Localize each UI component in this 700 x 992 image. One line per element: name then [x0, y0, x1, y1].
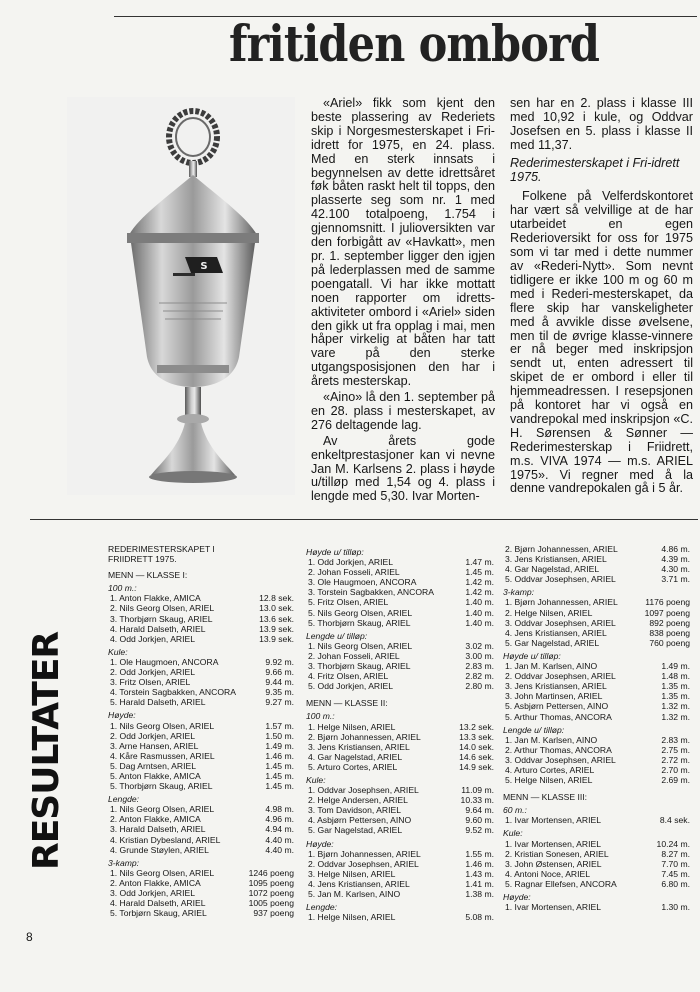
athlete-name: 4. Fritz Olsen, ARIEL	[308, 671, 389, 682]
result-value: 2.80 m.	[465, 681, 494, 692]
event-heading: Kule:	[306, 774, 326, 785]
result-value: 1.32 m.	[661, 701, 690, 712]
athlete-name: 4. Kåre Rasmussen, ARIEL	[110, 750, 215, 761]
result-value: 13.0 sek.	[259, 603, 294, 614]
athlete-name: 5. Ragnar Ellefsen, ANCORA	[505, 878, 617, 889]
result-value: 1.45 m.	[465, 567, 494, 578]
result-value: 1.48 m.	[661, 671, 690, 682]
event-heading: Høyde:	[108, 710, 136, 721]
result-row	[503, 755, 690, 765]
athlete-name: 2. Helge Andersen, ARIEL	[308, 795, 408, 806]
athlete-name: 3. Thorbjørn Skaug, ARIEL	[110, 613, 213, 624]
result-value: 13.3 sek.	[459, 731, 494, 742]
event-heading: 3-kamp:	[108, 857, 140, 868]
athlete-name: 1. Nils Georg Olsen, ARIEL	[308, 640, 413, 651]
athlete-name: 3. Jens Kristiansen, ARIEL	[505, 681, 607, 692]
athlete-name: 3. Harald Dalseth, ARIEL	[110, 824, 206, 835]
athlete-name: 1. Ivar Mortensen, ARIEL	[505, 902, 602, 913]
result-value: 12.8 sek.	[259, 593, 294, 604]
event-heading: Høyde:	[306, 838, 334, 849]
athlete-name: 5. Gar Nagelstad, ARIEL	[308, 825, 403, 836]
result-row	[503, 701, 690, 711]
athlete-name: 5. Nils Georg Olsen, ARIEL	[308, 607, 413, 618]
athlete-name: 2. Anton Flakke, AMICA	[110, 877, 201, 888]
result-row	[108, 634, 294, 644]
result-row	[503, 869, 690, 879]
event-heading: 100 m.:	[306, 711, 335, 722]
athlete-name: 3. Jens Kristiansen, ARIEL	[308, 741, 410, 752]
result-value: 9.44 m.	[265, 677, 294, 688]
result-value: 1.50 m.	[265, 730, 294, 741]
athlete-name: 5. Harald Dalseth, ARIEL	[110, 697, 206, 708]
result-value: 4.40 m.	[265, 834, 294, 845]
result-value: 13.2 sek.	[459, 721, 494, 732]
result-value: 1.45 m.	[265, 781, 294, 792]
athlete-name: 1. Helge Nilsen, ARIEL	[308, 912, 396, 923]
result-value: 1.41 m.	[465, 878, 494, 889]
result-row	[503, 574, 690, 584]
result-row	[306, 661, 494, 671]
athlete-name: 5. Helge Nilsen, ARIEL	[505, 775, 593, 786]
result-value: 1.57 m.	[265, 720, 294, 731]
result-value: 838 poeng	[649, 627, 690, 638]
athlete-name: 4. Jens Kristiansen, ARIEL	[308, 878, 410, 889]
result-row	[108, 731, 294, 741]
result-value: 1176 poeng	[645, 597, 690, 608]
result-row	[503, 712, 690, 722]
result-value: 1.47 m.	[465, 557, 494, 568]
results-column-1	[108, 544, 294, 918]
athlete-name: 4. Gar Nagelstad, ARIEL	[308, 751, 403, 762]
result-row	[306, 641, 494, 651]
athlete-name: 1. Nils Georg Olsen, ARIEL	[110, 720, 215, 731]
result-row	[503, 735, 690, 745]
result-row	[108, 687, 294, 697]
result-value: 9.27 m.	[265, 697, 294, 708]
result-value: 5.08 m.	[465, 912, 494, 923]
result-row	[503, 628, 690, 638]
athlete-name: 1. Bjørn Johannessen, ARIEL	[308, 848, 421, 859]
result-value: 4.94 m.	[265, 824, 294, 835]
athlete-name: 2. Oddvar Josephsen, ARIEL	[505, 671, 616, 682]
result-row	[503, 681, 690, 691]
result-row	[108, 614, 294, 624]
event-heading: Lengde u/ tilløp:	[306, 630, 368, 641]
result-row	[306, 859, 494, 869]
article-paragraph: Av årets gode enkeltprestasjoner kan vi nevne Jan M. Karlsens 2. plass i høyde u/tilløp med 1,54 og 4. plass i lengde med 5,30. Ivar Morten-	[311, 433, 495, 504]
event-heading: 60 m.:	[503, 805, 527, 816]
result-value: 2.82 m.	[465, 671, 494, 682]
class-heading: MENN — KLASSE I:	[108, 570, 188, 581]
result-value: 1.49 m.	[265, 740, 294, 751]
result-value: 9.92 m.	[265, 656, 294, 667]
result-value: 1.30 m.	[661, 902, 690, 913]
athlete-name: 1. Nils Georg Olsen, ARIEL	[110, 867, 215, 878]
result-row	[108, 624, 294, 634]
result-row	[306, 732, 494, 742]
athlete-name: 4. Arturo Cortes, ARIEL	[505, 764, 595, 775]
athlete-name: 5. Oddvar Josephsen, ARIEL	[505, 574, 616, 585]
athlete-name: 1. Oddvar Josephsen, ARIEL	[308, 785, 419, 796]
athlete-name: 4. Jens Kristiansen, ARIEL	[505, 627, 607, 638]
athlete-name: 5. Asbjørn Pettersen, AINO	[505, 701, 609, 712]
athlete-name: 3. Oddvar Josephsen, ARIEL	[505, 617, 616, 628]
page-headline: fritiden ombord	[229, 14, 600, 73]
athlete-name: 4. Asbjørn Pettersen, AINO	[308, 815, 412, 826]
athlete-name: 2. Johan Fosseli, ARIEL	[308, 567, 400, 578]
result-row	[503, 849, 690, 859]
result-value: 1.35 m.	[661, 691, 690, 702]
result-value: 1095 poeng	[248, 877, 294, 888]
result-value: 2.72 m.	[661, 754, 690, 765]
result-row	[306, 671, 494, 681]
result-row	[503, 839, 690, 849]
result-row	[306, 815, 494, 825]
result-value: 3.00 m.	[465, 650, 494, 661]
result-value: 2.83 m.	[465, 661, 494, 672]
athlete-name: 1. Bjørn Johannessen, ARIEL	[505, 597, 618, 608]
athlete-name: 1. Helge Nilsen, ARIEL	[308, 721, 396, 732]
result-row	[306, 567, 494, 577]
athlete-name: 4. Kristian Dybesland, ARIEL	[110, 834, 221, 845]
class-heading: MENN — KLASSE III:	[503, 792, 588, 803]
result-row	[503, 597, 690, 607]
event-heading: 3-kamp:	[503, 587, 535, 598]
athlete-name: 2. Bjørn Johannessen, ARIEL	[505, 544, 618, 554]
athlete-name: 1. Jan M. Karlsen, AINO	[505, 661, 598, 672]
athlete-name: 1. Odd Jorkjen, ARIEL	[308, 557, 394, 568]
athlete-name: 3. John Østensen, ARIEL	[505, 858, 602, 869]
result-value: 937 poeng	[253, 908, 294, 919]
result-row	[306, 618, 494, 628]
athlete-name: 5. Arturo Cortes, ARIEL	[308, 761, 398, 772]
result-value: 10.24 m.	[656, 838, 690, 849]
result-row	[503, 671, 690, 681]
athlete-name: 5. Thorbjørn Skaug, ARIEL	[308, 617, 411, 628]
result-row	[108, 741, 294, 751]
result-row	[306, 608, 494, 618]
result-value: 1.32 m.	[661, 711, 690, 722]
result-row	[108, 888, 294, 898]
event-heading: Kule:	[108, 646, 128, 657]
result-value: 14.9 sek.	[459, 761, 494, 772]
athlete-name: 3. Thorbjørn Skaug, ARIEL	[308, 661, 411, 672]
result-value: 14.6 sek.	[459, 751, 494, 762]
result-value: 2.83 m.	[661, 734, 690, 745]
event-heading: Kule:	[503, 828, 523, 839]
result-value: 1.40 m.	[465, 597, 494, 608]
event-heading: Høyde u/ tilløp:	[503, 650, 561, 661]
athlete-name: 4. Gar Nagelstad, ARIEL	[505, 564, 600, 575]
result-row	[503, 765, 690, 775]
result-row	[108, 603, 294, 613]
result-value: 14.0 sek.	[459, 741, 494, 752]
results-column-3	[503, 544, 690, 912]
result-value: 9.35 m.	[265, 687, 294, 698]
result-value: 4.86 m.	[661, 544, 690, 554]
athlete-name: 5. Anton Flakke, AMICA	[110, 770, 201, 781]
result-value: 1.35 m.	[661, 681, 690, 692]
result-value: 6.80 m.	[661, 878, 690, 889]
result-value: 7.70 m.	[661, 858, 690, 869]
result-row	[108, 878, 294, 888]
result-value: 1.46 m.	[265, 750, 294, 761]
athlete-name: 5. Thorbjørn Skaug, ARIEL	[110, 781, 213, 792]
athlete-name: 2. Anton Flakke, AMICA	[110, 814, 201, 825]
athlete-name: 3. Fritz Olsen, ARIEL	[110, 677, 191, 688]
result-row	[306, 869, 494, 879]
athlete-name: 5. Gar Nagelstad, ARIEL	[505, 637, 600, 648]
result-row	[108, 781, 294, 791]
article-column-2	[510, 97, 693, 498]
athlete-name: 1. Ivar Mortensen, ARIEL	[505, 838, 602, 849]
event-heading: Lengde u/ tilløp:	[503, 724, 565, 735]
result-row	[108, 804, 294, 814]
athlete-name: 5. Torbjørn Skaug, ARIEL	[110, 908, 207, 919]
result-value: 1246 poeng	[248, 867, 294, 878]
results-title: REDERIMESTERSKAPET I	[108, 544, 215, 554]
result-value: 11.09 m.	[461, 785, 494, 796]
result-value: 1.49 m.	[661, 661, 690, 672]
result-value: 1.42 m.	[465, 577, 494, 588]
badge-letter: S	[200, 261, 208, 272]
athlete-name: 1. Anton Flakke, AMICA	[110, 593, 201, 604]
result-row	[503, 608, 690, 618]
page-number: 8	[26, 930, 33, 944]
result-value: 9.52 m.	[465, 825, 494, 836]
athlete-name: 3. Odd Jorkjen, ARIEL	[110, 888, 196, 898]
athlete-name: 4. Odd Jorkjen, ARIEL	[110, 633, 196, 644]
result-row	[503, 745, 690, 755]
article-paragraph: «Aino» lå den 1. september på en 28. plass i mesterskapet, av 276 deltagende lag.	[311, 390, 495, 432]
athlete-name: 5. Arthur Thomas, ANCORA	[505, 711, 612, 722]
result-row	[306, 805, 494, 815]
result-row	[306, 762, 494, 772]
result-value: 4.96 m.	[265, 814, 294, 825]
result-value: 13.9 sek.	[259, 633, 294, 644]
result-row	[108, 751, 294, 761]
athlete-name: 3. Helge Nilsen, ARIEL	[308, 868, 396, 879]
article-paragraph: sen har en 2. plass i klasse III med 10,92 i kule, og Oddvar Josefsen en 5. plass i klasse II med 11,37.	[510, 96, 693, 152]
athlete-name: 5. Fritz Olsen, ARIEL	[308, 597, 389, 608]
athlete-name: 3. Oddvar Josephsen, ARIEL	[505, 754, 616, 765]
result-row	[503, 554, 690, 564]
result-row	[503, 815, 690, 825]
result-value: 4.98 m.	[265, 804, 294, 815]
result-row	[306, 825, 494, 835]
result-row	[108, 721, 294, 731]
result-value: 760 poeng	[649, 637, 690, 648]
result-row	[503, 775, 690, 785]
result-value: 10.33 m.	[460, 795, 494, 806]
athlete-name: 3. Ole Haugmoen, ANCORA	[308, 577, 417, 588]
result-row	[108, 677, 294, 687]
result-value: 8.4 sek.	[659, 815, 690, 826]
result-row	[503, 902, 690, 912]
result-row	[306, 557, 494, 567]
result-value: 7.45 m.	[661, 868, 690, 879]
athlete-name: 5. Dag Arntsen, ARIEL	[110, 760, 196, 771]
result-row	[306, 597, 494, 607]
result-row	[108, 908, 294, 918]
athlete-name: 5. Jan M. Karlsen, AINO	[308, 889, 401, 899]
result-row	[306, 681, 494, 691]
result-value: 3.71 m.	[661, 574, 690, 585]
result-row	[503, 638, 690, 648]
athlete-name: 1. Jan M. Karlsen, AINO	[505, 734, 598, 745]
results-column-2	[306, 544, 494, 922]
result-row	[108, 697, 294, 707]
result-row	[306, 577, 494, 587]
result-value: 13.9 sek.	[259, 623, 294, 634]
result-row	[503, 564, 690, 574]
athlete-name: 1. Nils Georg Olsen, ARIEL	[110, 804, 215, 815]
trophy-photo	[67, 97, 295, 495]
result-value: 1.46 m.	[465, 858, 494, 869]
athlete-name: 3. Torstein Sagbakken, ANCORA	[308, 587, 434, 598]
result-row	[108, 657, 294, 667]
result-row	[108, 868, 294, 878]
event-heading: 100 m.:	[108, 583, 137, 594]
result-value: 892 poeng	[649, 617, 690, 628]
result-row	[306, 587, 494, 597]
athlete-name: 2. Helge Nilsen, ARIEL	[505, 607, 593, 618]
event-heading: Høyde:	[503, 892, 531, 902]
result-value: 9.66 m.	[265, 667, 294, 678]
athlete-name: 2. Odd Jorkjen, ARIEL	[110, 730, 196, 741]
result-value: 4.30 m.	[661, 564, 690, 575]
result-row	[306, 651, 494, 661]
article-paragraph: «Ariel» fikk som kjent den beste plassering av Rederiets skip i Norgesmesterskapet i Fri-idrett for 1975, en 24. plass. Med en sterk innsats i begynnelsen av dette idrettsåret føk båten raskt helt til topps, den plasserte seg som nr. 1 med 42.100 totalpoeng, 1.754 i gjennomsnitt. I julioversikten var den forbigått av «Havkatt», men pr. 1. september ligger den igjen på lederplassen med de samme poengatall. Vi har ikke mottatt noen rapporter om idretts-aktiviteter ombord i «Ariel» siden den gikk ut fra opplag i mai, men håper virkelig at båten har tatt vare på den sterke utgangsposisjonen den har i årets mesterskap.	[311, 96, 495, 389]
results-vertical-title: RESULTATER	[26, 631, 67, 870]
result-value: 1.45 m.	[265, 760, 294, 771]
event-heading: Høyde u/ tilløp:	[306, 547, 364, 557]
result-row	[108, 845, 294, 855]
result-row	[108, 835, 294, 845]
result-row	[108, 814, 294, 824]
result-value: 1.40 m.	[465, 607, 494, 618]
result-value: 1.38 m.	[465, 889, 494, 899]
result-row	[306, 795, 494, 805]
result-value: 8.27 m.	[661, 848, 690, 859]
section-rule	[30, 519, 698, 520]
result-value: 3.02 m.	[465, 640, 494, 651]
result-row	[503, 544, 690, 554]
result-value: 1005 poeng	[248, 898, 294, 909]
athlete-name: 1. Ole Haugmoen, ANCORA	[110, 656, 219, 667]
result-row	[306, 742, 494, 752]
athlete-name: 3. Arne Hansen, ARIEL	[110, 740, 199, 751]
athlete-name: 4. Torstein Sagbakken, ANCORA	[110, 687, 236, 698]
result-row	[108, 761, 294, 771]
athlete-name: 2. Johan Fosseli, ARIEL	[308, 650, 400, 661]
result-value: 1.43 m.	[465, 868, 494, 879]
result-row	[108, 593, 294, 603]
result-value: 13.6 sek.	[259, 613, 294, 624]
result-row	[306, 785, 494, 795]
result-value: 1.42 m.	[465, 587, 494, 598]
class-heading: MENN — KLASSE II:	[306, 698, 388, 709]
athlete-name: 4. Grunde Støylen, ARIEL	[110, 844, 209, 855]
athlete-name: 1. Ivar Mortensen, ARIEL	[505, 815, 602, 826]
athlete-name: 2. Oddvar Josephsen, ARIEL	[308, 858, 419, 869]
result-value: 9.60 m.	[465, 815, 494, 826]
result-value: 1.40 m.	[465, 617, 494, 628]
article-subheading: Rederimesterskapet i Fri-idrett 1975.	[510, 155, 680, 184]
athlete-name: 3. John Martinsen, ARIEL	[505, 691, 603, 702]
result-row	[108, 667, 294, 677]
results-title: FRIIDRETT 1975.	[108, 554, 177, 565]
athlete-name: 2. Kristian Sonesen, ARIEL	[505, 848, 609, 859]
athlete-name: 4. Antoni Noce, ARIEL	[505, 868, 591, 879]
result-value: 2.70 m.	[661, 764, 690, 775]
result-row	[503, 691, 690, 701]
athlete-name: 3. Tom Davidson, ARIEL	[308, 805, 401, 816]
result-value: 9.64 m.	[465, 805, 494, 816]
athlete-name: 4. Harald Dalseth, ARIEL	[110, 623, 206, 634]
result-row	[108, 824, 294, 834]
result-value: 2.69 m.	[661, 775, 690, 786]
athlete-name: 2. Odd Jorkjen, ARIEL	[110, 667, 196, 678]
article-paragraph: Folkene på Velferdskontoret har vært så velvillige at de har utarbeidet en egen Rederioversikt for oss for 1975 som vi tar med i dette nummer av «Rederi-Nytt». Som nevnt tidligere er ikke 100 m og 60 m med i Rederi-mesterskapet, da flere skip har vanskeligheter med å avvikle disse øvelsene, men til de øvrige klasse-vinnere er nå beger med inskripsjon sendt ut, enten adressert til skipet de er ombord i eller til hjemmeadressen. I resepsjonen på kontoret har vi også en vandrepokal med inskripsjon «C. H. Sørensen & Sønner — Rederimesterskap i Friidrett, m.s. VIVA 1974 — m.s. ARIEL 1975». Vi regner med å la denne vandrepokalen gå i 5 år.	[510, 189, 693, 496]
result-row	[306, 889, 494, 899]
result-value: 2.75 m.	[661, 744, 690, 755]
result-value: 1.45 m.	[265, 770, 294, 781]
result-row	[503, 879, 690, 889]
result-row	[108, 898, 294, 908]
article-column-1	[311, 97, 495, 506]
athlete-name: 2. Bjørn Johannessen, ARIEL	[308, 731, 421, 742]
result-value: 4.39 m.	[661, 554, 690, 565]
result-value: 1097 poeng	[644, 607, 690, 618]
athlete-name: 5. Odd Jorkjen, ARIEL	[308, 681, 394, 692]
result-row	[108, 771, 294, 781]
event-heading: Lengde:	[306, 902, 338, 913]
result-row	[306, 722, 494, 732]
result-value: 1.55 m.	[465, 848, 494, 859]
result-row	[306, 912, 494, 922]
athlete-name: 2. Arthur Thomas, ANCORA	[505, 744, 612, 755]
trophy-icon	[67, 97, 295, 495]
athlete-name: 2. Nils Georg Olsen, ARIEL	[110, 603, 215, 614]
result-row	[306, 849, 494, 859]
result-value: 1072 poeng	[248, 888, 294, 898]
result-row	[306, 752, 494, 762]
result-row	[503, 859, 690, 869]
result-value: 4.40 m.	[265, 844, 294, 855]
event-heading: Lengde:	[108, 794, 140, 805]
result-row	[306, 879, 494, 889]
result-row	[503, 618, 690, 628]
athlete-name: 3. Jens Kristiansen, ARIEL	[505, 554, 607, 565]
result-row	[503, 661, 690, 671]
athlete-name: 4. Harald Dalseth, ARIEL	[110, 898, 206, 909]
